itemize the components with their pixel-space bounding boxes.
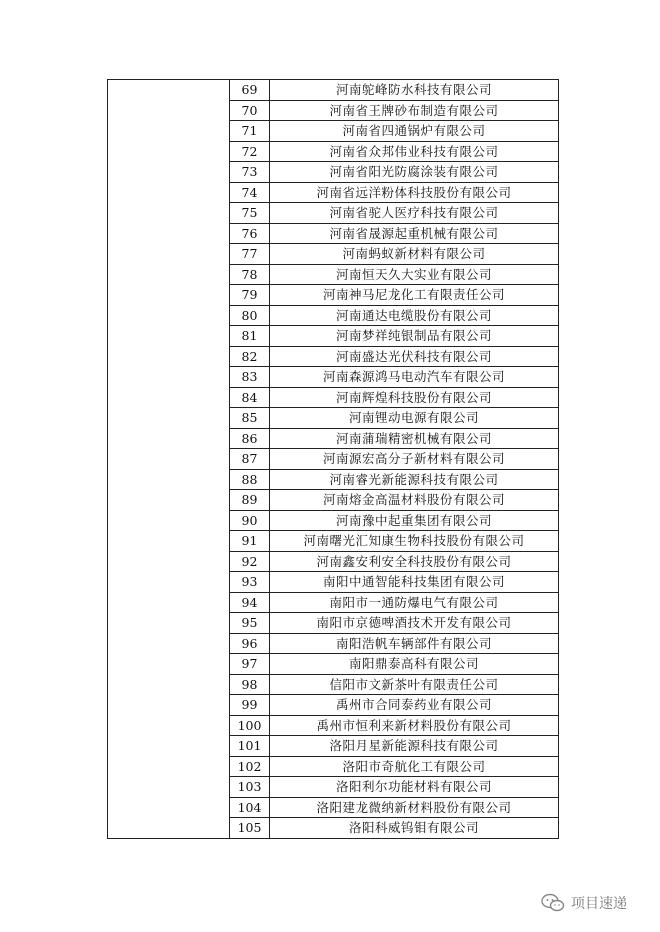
watermark-text: 项目速递 [571, 896, 627, 912]
company-name: 河南辉煌科技股份有限公司 [270, 387, 559, 408]
row-number: 70 [230, 100, 270, 121]
row-number: 86 [230, 428, 270, 449]
company-name: 洛阳建龙微纳新材料股份有限公司 [270, 797, 559, 818]
table-row [108, 80, 559, 101]
row-number: 91 [230, 531, 270, 552]
row-number: 102 [230, 756, 270, 777]
company-name: 河南豫中起重集团有限公司 [270, 510, 559, 531]
company-name: 河南蚂蚁新材料有限公司 [270, 244, 559, 265]
category-cell [108, 80, 230, 839]
company-name: 河南曙光汇知康生物科技股份有限公司 [270, 531, 559, 552]
row-number: 103 [230, 777, 270, 798]
row-number: 94 [230, 592, 270, 613]
row-number: 77 [230, 244, 270, 265]
company-name: 河南鸵峰防水科技有限公司 [270, 80, 559, 101]
row-number: 76 [230, 223, 270, 244]
company-name: 河南神马尼龙化工有限责任公司 [270, 285, 559, 306]
row-number: 79 [230, 285, 270, 306]
company-name: 信阳市文新茶叶有限责任公司 [270, 674, 559, 695]
row-number: 95 [230, 613, 270, 634]
company-name: 河南省晟源起重机械有限公司 [270, 223, 559, 244]
company-name: 河南省阳光防腐涂装有限公司 [270, 162, 559, 183]
row-number: 105 [230, 818, 270, 839]
row-number: 71 [230, 121, 270, 142]
company-name: 河南蒲瑞精密机械有限公司 [270, 428, 559, 449]
row-number: 85 [230, 408, 270, 429]
company-name: 河南鑫安利安全科技股份有限公司 [270, 551, 559, 572]
row-number: 92 [230, 551, 270, 572]
company-name: 禹州市合同泰药业有限公司 [270, 695, 559, 716]
company-name: 南阳浩帆车辆部件有限公司 [270, 633, 559, 654]
row-number: 90 [230, 510, 270, 531]
company-name: 南阳中通智能科技集团有限公司 [270, 572, 559, 593]
company-name: 河南省众邦伟业科技有限公司 [270, 141, 559, 162]
company-name: 河南通达电缆股份有限公司 [270, 305, 559, 326]
company-name: 河南省王牌砂布制造有限公司 [270, 100, 559, 121]
company-name: 南阳鼎泰高科有限公司 [270, 654, 559, 675]
company-table-container [107, 79, 559, 839]
company-name: 河南睿光新能源科技有限公司 [270, 469, 559, 490]
row-number: 78 [230, 264, 270, 285]
company-table-body [108, 80, 559, 839]
row-number: 93 [230, 572, 270, 593]
company-table [107, 79, 559, 839]
company-name: 洛阳利尔功能材料有限公司 [270, 777, 559, 798]
company-name: 河南省四通锅炉有限公司 [270, 121, 559, 142]
company-name: 河南梦祥纯银制品有限公司 [270, 326, 559, 347]
watermark [541, 893, 627, 913]
company-name: 河南省驼人医疗科技有限公司 [270, 203, 559, 224]
row-number: 97 [230, 654, 270, 675]
company-name: 河南熔金高温材料股份有限公司 [270, 490, 559, 511]
row-number: 99 [230, 695, 270, 716]
company-name: 河南源宏高分子新材料有限公司 [270, 449, 559, 470]
row-number: 87 [230, 449, 270, 470]
row-number: 101 [230, 736, 270, 757]
row-number: 96 [230, 633, 270, 654]
company-name: 河南森源鸿马电动汽车有限公司 [270, 367, 559, 388]
company-name: 河南锂动电源有限公司 [270, 408, 559, 429]
row-number: 84 [230, 387, 270, 408]
row-number: 98 [230, 674, 270, 695]
company-name: 河南恒天久大实业有限公司 [270, 264, 559, 285]
company-name: 河南盛达光伏科技有限公司 [270, 346, 559, 367]
company-name: 南阳市京德啤酒技术开发有限公司 [270, 613, 559, 634]
company-name: 南阳市一通防爆电气有限公司 [270, 592, 559, 613]
row-number: 89 [230, 490, 270, 511]
row-number: 81 [230, 326, 270, 347]
row-number: 72 [230, 141, 270, 162]
row-number: 88 [230, 469, 270, 490]
company-name: 河南省远洋粉体科技股份有限公司 [270, 182, 559, 203]
row-number: 74 [230, 182, 270, 203]
row-number: 82 [230, 346, 270, 367]
wechat-icon [541, 893, 565, 913]
company-name: 洛阳市奇航化工有限公司 [270, 756, 559, 777]
company-name: 洛阳科威钨钼有限公司 [270, 818, 559, 839]
row-number: 104 [230, 797, 270, 818]
row-number: 80 [230, 305, 270, 326]
company-name: 洛阳月星新能源科技有限公司 [270, 736, 559, 757]
row-number: 69 [230, 80, 270, 101]
company-name: 禹州市恒利来新材料股份有限公司 [270, 715, 559, 736]
row-number: 75 [230, 203, 270, 224]
row-number: 83 [230, 367, 270, 388]
row-number: 100 [230, 715, 270, 736]
row-number: 73 [230, 162, 270, 183]
